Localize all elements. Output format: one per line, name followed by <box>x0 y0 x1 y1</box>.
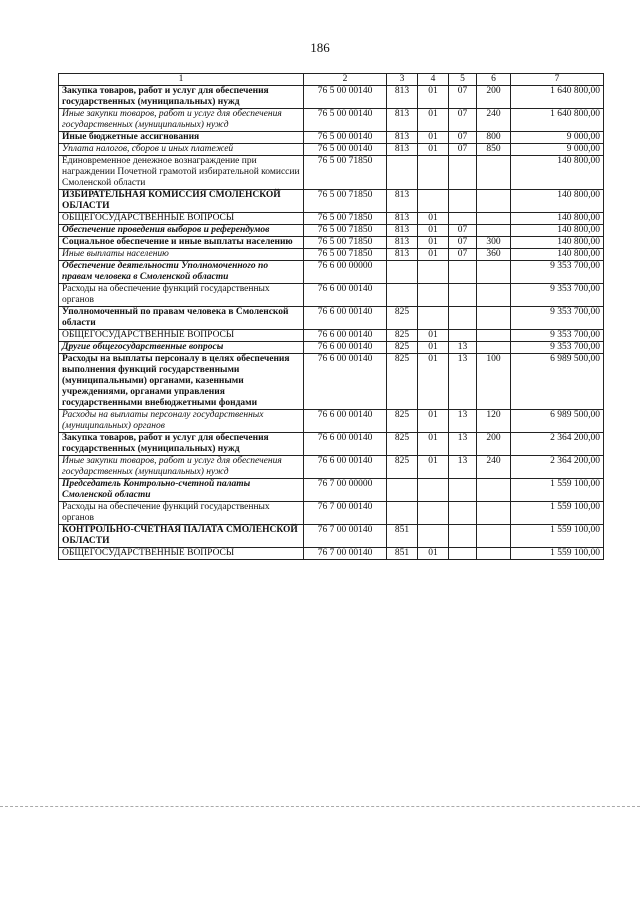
amount-cell: 140 800,00 <box>511 156 604 190</box>
table-body <box>59 86 604 560</box>
ministry-code-cell <box>387 156 418 190</box>
ministry-code-cell: 813 <box>387 213 418 225</box>
subsection-code-cell: 07 <box>449 109 477 132</box>
expense-type-cell: 300 <box>477 237 511 249</box>
ministry-code-cell <box>387 502 418 525</box>
table-row <box>59 213 604 225</box>
ministry-code-cell: 825 <box>387 354 418 410</box>
table-row <box>59 342 604 354</box>
target-code-cell: 76 6 00 00140 <box>304 433 387 456</box>
row-name-cell: Расходы на обеспечение функций государственных органов <box>59 284 304 307</box>
ministry-code-cell <box>387 284 418 307</box>
ministry-code-cell: 851 <box>387 548 418 560</box>
table-row <box>59 479 604 502</box>
ministry-code-cell: 825 <box>387 433 418 456</box>
page-number: 186 <box>310 40 330 55</box>
expense-type-cell: 200 <box>477 86 511 109</box>
section-code-cell: 01 <box>418 249 449 261</box>
subsection-code-cell: 07 <box>449 132 477 144</box>
target-code-cell: 76 5 00 00140 <box>304 132 387 144</box>
col-header: 4 <box>418 74 449 86</box>
subsection-code-cell: 07 <box>449 86 477 109</box>
section-code-cell: 01 <box>418 132 449 144</box>
subsection-code-cell: 13 <box>449 456 477 479</box>
target-code-cell: 76 7 00 00140 <box>304 548 387 560</box>
target-code-cell: 76 7 00 00140 <box>304 502 387 525</box>
section-code-cell <box>418 525 449 548</box>
ministry-code-cell: 813 <box>387 144 418 156</box>
target-code-cell: 76 6 00 00000 <box>304 261 387 284</box>
table-row <box>59 433 604 456</box>
table-row <box>59 156 604 190</box>
subsection-code-cell <box>449 156 477 190</box>
target-code-cell: 76 6 00 00140 <box>304 410 387 433</box>
row-name-cell: ОБЩЕГОСУДАРСТВЕННЫЕ ВОПРОСЫ <box>59 548 304 560</box>
row-name-cell: Закупка товаров, работ и услуг для обеспечения государственных (муниципальных) нужд <box>59 433 304 456</box>
row-name-cell: ИЗБИРАТЕЛЬНАЯ КОМИССИЯ СМОЛЕНСКОЙ ОБЛАСТИ <box>59 190 304 213</box>
amount-cell: 1 559 100,00 <box>511 525 604 548</box>
section-code-cell <box>418 502 449 525</box>
table-row <box>59 237 604 249</box>
row-name-cell: Закупка товаров, работ и услуг для обеспечения государственных (муниципальных) нужд <box>59 86 304 109</box>
amount-cell: 140 800,00 <box>511 190 604 213</box>
section-code-cell: 01 <box>418 456 449 479</box>
expense-type-cell <box>477 525 511 548</box>
table-row <box>59 261 604 284</box>
row-name-cell: ОБЩЕГОСУДАРСТВЕННЫЕ ВОПРОСЫ <box>59 330 304 342</box>
row-name-cell: Расходы на выплаты персоналу в целях обеспечения выполнения функций государственными (муниципальными) органами, казенными учреждениями, органами управления государственными внебюджетными фондами <box>59 354 304 410</box>
amount-cell: 9 353 700,00 <box>511 261 604 284</box>
amount-cell: 9 353 700,00 <box>511 284 604 307</box>
ministry-code-cell: 813 <box>387 109 418 132</box>
ministry-code-cell <box>387 261 418 284</box>
amount-cell: 2 364 200,00 <box>511 433 604 456</box>
ministry-code-cell: 813 <box>387 86 418 109</box>
table-row <box>59 548 604 560</box>
col-header: 5 <box>449 74 477 86</box>
column-number-row <box>59 74 604 86</box>
target-code-cell: 76 7 00 00000 <box>304 479 387 502</box>
amount-cell: 1 559 100,00 <box>511 502 604 525</box>
ministry-code-cell: 813 <box>387 225 418 237</box>
expense-type-cell: 120 <box>477 410 511 433</box>
subsection-code-cell: 07 <box>449 225 477 237</box>
expense-type-cell <box>477 225 511 237</box>
subsection-code-cell <box>449 307 477 330</box>
table-row <box>59 144 604 156</box>
ministry-code-cell: 825 <box>387 307 418 330</box>
amount-cell: 140 800,00 <box>511 225 604 237</box>
row-name-cell: Иные бюджетные ассигнования <box>59 132 304 144</box>
target-code-cell: 76 5 00 00140 <box>304 144 387 156</box>
amount-cell: 1 559 100,00 <box>511 548 604 560</box>
target-code-cell: 76 5 00 71850 <box>304 190 387 213</box>
table-row <box>59 307 604 330</box>
expense-type-cell <box>477 502 511 525</box>
table-row <box>59 86 604 109</box>
amount-cell: 1 640 800,00 <box>511 109 604 132</box>
table-row <box>59 354 604 410</box>
target-code-cell: 76 6 00 00140 <box>304 307 387 330</box>
section-code-cell: 01 <box>418 213 449 225</box>
col-header: 2 <box>304 74 387 86</box>
target-code-cell: 76 6 00 00140 <box>304 284 387 307</box>
subsection-code-cell <box>449 190 477 213</box>
table-row <box>59 132 604 144</box>
section-code-cell <box>418 190 449 213</box>
row-name-cell: Единовременное денежное вознаграждение при награждении Почетной грамотой избирательной комиссии Смоленской области <box>59 156 304 190</box>
row-name-cell: Иные закупки товаров, работ и услуг для обеспечения государственных (муниципальных) нужд <box>59 456 304 479</box>
row-name-cell: Другие общегосударственные вопросы <box>59 342 304 354</box>
amount-cell: 2 364 200,00 <box>511 456 604 479</box>
section-code-cell: 01 <box>418 237 449 249</box>
table-row <box>59 410 604 433</box>
expense-type-cell <box>477 284 511 307</box>
subsection-code-cell: 13 <box>449 433 477 456</box>
target-code-cell: 76 5 00 00140 <box>304 109 387 132</box>
table-row <box>59 284 604 307</box>
target-code-cell: 76 5 00 71850 <box>304 213 387 225</box>
subsection-code-cell: 07 <box>449 237 477 249</box>
target-code-cell: 76 6 00 00140 <box>304 354 387 410</box>
section-code-cell: 01 <box>418 144 449 156</box>
ministry-code-cell: 825 <box>387 456 418 479</box>
expense-type-cell <box>477 307 511 330</box>
row-name-cell: Расходы на выплаты персоналу государственных (муниципальных) органов <box>59 410 304 433</box>
col-header: 3 <box>387 74 418 86</box>
table-row <box>59 330 604 342</box>
row-name-cell: Иные выплаты населению <box>59 249 304 261</box>
amount-cell: 9 000,00 <box>511 144 604 156</box>
expense-type-cell: 850 <box>477 144 511 156</box>
expense-type-cell: 240 <box>477 109 511 132</box>
section-code-cell: 01 <box>418 109 449 132</box>
section-code-cell: 01 <box>418 410 449 433</box>
amount-cell: 1 559 100,00 <box>511 479 604 502</box>
ministry-code-cell: 813 <box>387 249 418 261</box>
subsection-code-cell: 07 <box>449 249 477 261</box>
amount-cell: 6 989 500,00 <box>511 410 604 433</box>
row-name-cell: Уплата налогов, сборов и иных платежей <box>59 144 304 156</box>
target-code-cell: 76 5 00 00140 <box>304 86 387 109</box>
page-edge-line <box>0 806 640 807</box>
subsection-code-cell <box>449 525 477 548</box>
expense-type-cell <box>477 548 511 560</box>
target-code-cell: 76 5 00 71850 <box>304 237 387 249</box>
section-code-cell <box>418 479 449 502</box>
expense-type-cell <box>477 213 511 225</box>
expense-type-cell: 100 <box>477 354 511 410</box>
subsection-code-cell <box>449 261 477 284</box>
ministry-code-cell <box>387 479 418 502</box>
table-row <box>59 456 604 479</box>
budget-table <box>58 73 604 560</box>
subsection-code-cell <box>449 479 477 502</box>
row-name-cell: Социальное обеспечение и иные выплаты населению <box>59 237 304 249</box>
target-code-cell: 76 6 00 00140 <box>304 342 387 354</box>
ministry-code-cell: 813 <box>387 132 418 144</box>
amount-cell: 9 000,00 <box>511 132 604 144</box>
amount-cell: 140 800,00 <box>511 249 604 261</box>
section-code-cell: 01 <box>418 548 449 560</box>
expense-type-cell <box>477 261 511 284</box>
target-code-cell: 76 6 00 00140 <box>304 330 387 342</box>
expense-type-cell: 240 <box>477 456 511 479</box>
amount-cell: 6 989 500,00 <box>511 354 604 410</box>
table-row <box>59 190 604 213</box>
section-code-cell <box>418 261 449 284</box>
table-row <box>59 249 604 261</box>
expense-type-cell <box>477 156 511 190</box>
ministry-code-cell: 825 <box>387 410 418 433</box>
row-name-cell: Расходы на обеспечение функций государственных органов <box>59 502 304 525</box>
row-name-cell: Иные закупки товаров, работ и услуг для обеспечения государственных (муниципальных) нужд <box>59 109 304 132</box>
table-row <box>59 109 604 132</box>
col-header: 1 <box>59 74 304 86</box>
amount-cell: 140 800,00 <box>511 237 604 249</box>
target-code-cell: 76 5 00 71850 <box>304 225 387 237</box>
table-row <box>59 225 604 237</box>
expense-type-cell <box>477 190 511 213</box>
section-code-cell <box>418 284 449 307</box>
section-code-cell <box>418 307 449 330</box>
expense-type-cell: 360 <box>477 249 511 261</box>
section-code-cell: 01 <box>418 225 449 237</box>
subsection-code-cell <box>449 284 477 307</box>
ministry-code-cell: 825 <box>387 330 418 342</box>
section-code-cell: 01 <box>418 330 449 342</box>
section-code-cell <box>418 156 449 190</box>
subsection-code-cell <box>449 213 477 225</box>
target-code-cell: 76 7 00 00140 <box>304 525 387 548</box>
row-name-cell: Обеспечение проведения выборов и референдумов <box>59 225 304 237</box>
expense-type-cell: 200 <box>477 433 511 456</box>
subsection-code-cell: 13 <box>449 354 477 410</box>
section-code-cell: 01 <box>418 354 449 410</box>
ministry-code-cell: 825 <box>387 342 418 354</box>
subsection-code-cell: 07 <box>449 144 477 156</box>
section-code-cell: 01 <box>418 342 449 354</box>
table-row <box>59 525 604 548</box>
row-name-cell: Уполномоченный по правам человека в Смоленской области <box>59 307 304 330</box>
row-name-cell: Обеспечение деятельности Уполномоченного по правам человека в Смоленской области <box>59 261 304 284</box>
col-header: 6 <box>477 74 511 86</box>
subsection-code-cell <box>449 330 477 342</box>
subsection-code-cell <box>449 502 477 525</box>
row-name-cell: ОБЩЕГОСУДАРСТВЕННЫЕ ВОПРОСЫ <box>59 213 304 225</box>
row-name-cell: КОНТРОЛЬНО-СЧЕТНАЯ ПАЛАТА СМОЛЕНСКОЙ ОБЛАСТИ <box>59 525 304 548</box>
target-code-cell: 76 5 00 71850 <box>304 156 387 190</box>
amount-cell: 9 353 700,00 <box>511 307 604 330</box>
subsection-code-cell <box>449 548 477 560</box>
expense-type-cell: 800 <box>477 132 511 144</box>
ministry-code-cell: 813 <box>387 190 418 213</box>
expense-type-cell <box>477 479 511 502</box>
expense-type-cell <box>477 330 511 342</box>
expense-type-cell <box>477 342 511 354</box>
target-code-cell: 76 6 00 00140 <box>304 456 387 479</box>
target-code-cell: 76 5 00 71850 <box>304 249 387 261</box>
amount-cell: 1 640 800,00 <box>511 86 604 109</box>
row-name-cell: Председатель Контрольно-счетной палаты Смоленской области <box>59 479 304 502</box>
amount-cell: 9 353 700,00 <box>511 330 604 342</box>
section-code-cell: 01 <box>418 86 449 109</box>
col-header: 7 <box>511 74 604 86</box>
ministry-code-cell: 851 <box>387 525 418 548</box>
amount-cell: 140 800,00 <box>511 213 604 225</box>
amount-cell: 9 353 700,00 <box>511 342 604 354</box>
ministry-code-cell: 813 <box>387 237 418 249</box>
subsection-code-cell: 13 <box>449 410 477 433</box>
table-row <box>59 502 604 525</box>
section-code-cell: 01 <box>418 433 449 456</box>
subsection-code-cell: 13 <box>449 342 477 354</box>
